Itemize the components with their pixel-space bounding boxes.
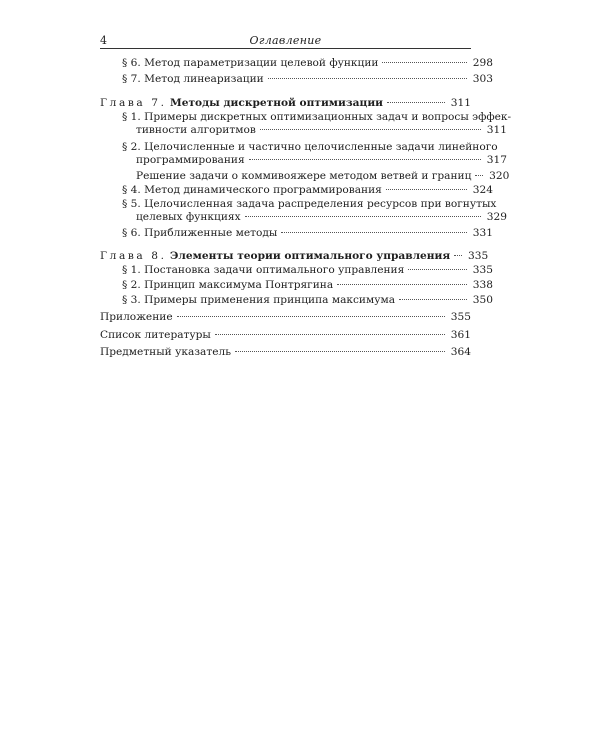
toc-entry[interactable] [100, 264, 493, 277]
toc-page-number: 355 [450, 311, 471, 323]
toc-chapter-heading: Глава 7. Методы дискретной оптимизации [100, 97, 384, 109]
toc-entry[interactable] [100, 73, 493, 86]
toc-entry[interactable] [100, 111, 512, 137]
dot-leader [475, 174, 483, 176]
toc-entry-title: Предметный указатель [100, 346, 231, 358]
toc-entry-label-title: § 5. Целочисленная задача распределения ресурсов при вогнутых [122, 198, 497, 210]
dot-leader [337, 283, 467, 285]
dot-leader [454, 254, 462, 256]
dot-leader [235, 350, 445, 352]
toc-entry-title: Решение задачи о коммивояжере методом ветвей и границ [136, 170, 472, 182]
toc-page-number: 311 [450, 97, 471, 109]
toc-entry-label-title: § 6. Приближенные методы [122, 227, 278, 239]
toc-entry[interactable] [100, 170, 510, 183]
toc-entry-label-title: § 1. Примеры дискретных оптимизационных задач и вопросы эффек- [122, 111, 512, 123]
toc-page-number: 329 [486, 211, 507, 223]
dot-leader [399, 298, 467, 300]
toc-chapter-heading: Глава 8. Элементы теории оптимального управления [100, 250, 451, 262]
toc-backmatter-entry[interactable] [100, 329, 471, 342]
toc-backmatter-entry[interactable] [100, 311, 471, 324]
toc-page-number: 335 [472, 264, 493, 276]
toc-chapter-entry[interactable] [100, 250, 489, 263]
dot-leader [268, 77, 467, 79]
toc-entry[interactable] [100, 198, 507, 224]
toc-entry-label-title: § 1. Постановка задачи оптимального управления [122, 264, 405, 276]
toc-entry-title: Приложение [100, 311, 173, 323]
toc-page-number: 311 [486, 124, 507, 136]
toc-page-number: 317 [486, 154, 507, 166]
toc-entry[interactable] [100, 57, 493, 70]
running-title: Оглавление [249, 34, 322, 47]
dot-leader [281, 231, 467, 233]
toc-entry-title-continuation: тивности алгоритмов [136, 124, 256, 136]
toc-page-number: 320 [489, 170, 510, 182]
toc-entry-label-title: § 2. Целочисленные и частично целочисленные задачи линейного [122, 141, 498, 153]
toc-page-number: 298 [472, 57, 493, 69]
toc-entry-title-continuation: целевых функциях [136, 211, 241, 223]
toc-backmatter-entry[interactable] [100, 346, 471, 359]
toc-entry-title: Список литературы [100, 329, 211, 341]
toc-page-number: 335 [468, 250, 489, 262]
dot-leader [249, 158, 481, 160]
toc-entry-label-title: § 7. Метод линеаризации [122, 73, 264, 85]
toc-page-number: 324 [472, 184, 493, 196]
page-number: 4 [100, 34, 107, 47]
dot-leader [382, 61, 467, 63]
toc-page-number: 364 [450, 346, 471, 358]
dot-leader [260, 128, 481, 130]
toc-entry-label-title: § 3. Примеры применения принципа максимума [122, 294, 396, 306]
dot-leader [245, 215, 481, 217]
toc-entry-label-title: § 6. Метод параметризации целевой функции [122, 57, 379, 69]
toc-entry-title-continuation: программирования [136, 154, 245, 166]
toc-chapter-entry[interactable] [100, 97, 471, 110]
dot-leader [177, 315, 445, 317]
dot-leader [387, 101, 445, 103]
toc-page-number: 331 [472, 227, 493, 239]
toc-entry[interactable] [100, 227, 493, 240]
dot-leader [386, 188, 467, 190]
toc-page-number: 350 [472, 294, 493, 306]
toc-entry-label-title: § 2. Принцип максимума Понтрягина [122, 279, 334, 291]
toc-entry[interactable] [100, 141, 507, 167]
toc-page-number: 361 [450, 329, 471, 341]
toc-page-number: 338 [472, 279, 493, 291]
dot-leader [215, 333, 445, 335]
toc-entry-label-title: § 4. Метод динамического программирования [122, 184, 382, 196]
toc-entry[interactable] [100, 279, 493, 292]
toc-entry[interactable] [100, 184, 493, 197]
toc-page-number: 303 [472, 73, 493, 85]
dot-leader [408, 268, 467, 270]
toc-entry[interactable] [100, 294, 493, 307]
running-header [100, 34, 471, 49]
